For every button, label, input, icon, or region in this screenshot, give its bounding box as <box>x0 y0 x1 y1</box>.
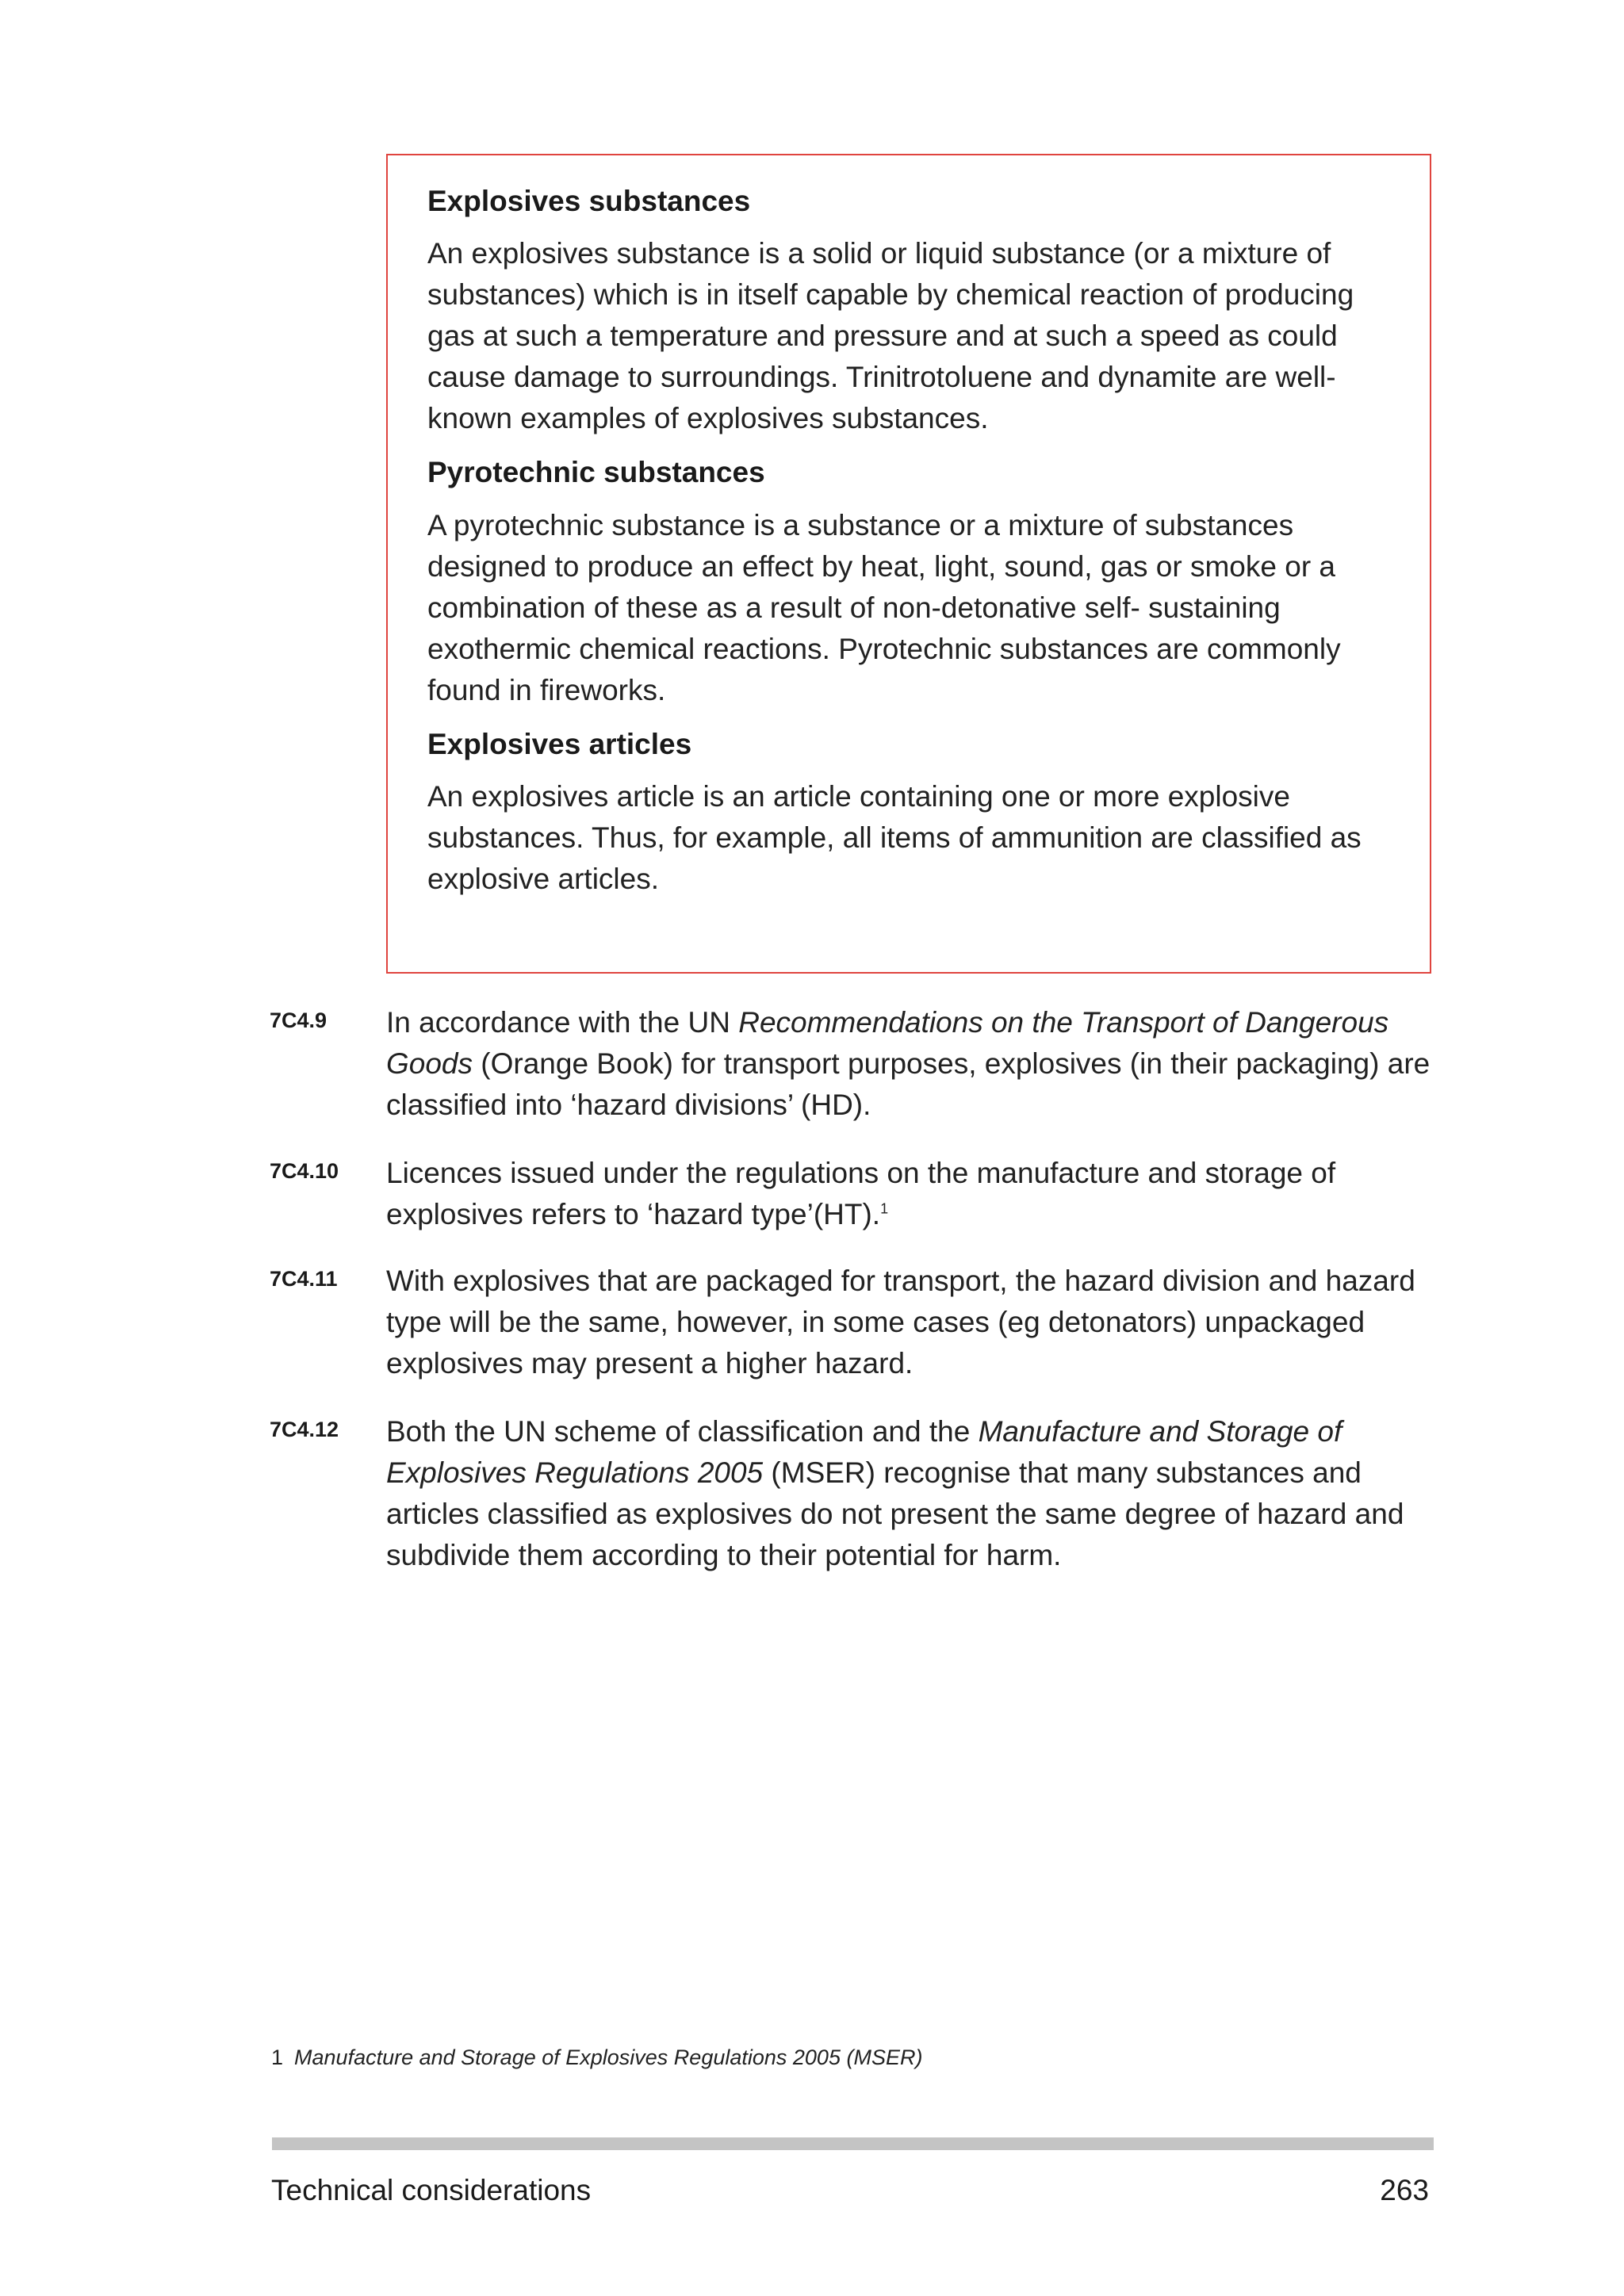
paragraph-number: 7C4.12 <box>270 1418 339 1441</box>
definitions-box <box>386 154 1431 974</box>
footnote-text: Manufacture and Storage of Explosives Regulations 2005 (MSER) <box>294 2045 923 2069</box>
footer-section-title: Technical considerations <box>271 2174 592 2206</box>
paragraph-number: 7C4.11 <box>270 1267 338 1291</box>
definition-pyrotechnic-substances <box>427 455 1392 710</box>
paragraph-text <box>386 1411 1441 1576</box>
definition-heading: Explosives substances <box>427 185 751 217</box>
paragraph-text-part: In accordance with the UN <box>386 1006 739 1039</box>
footnote-number: 1 <box>271 2045 284 2069</box>
paragraph-text-part: Both the UN scheme of classification and the <box>386 1415 979 1448</box>
paragraph-text <box>386 1153 1441 1235</box>
paragraph-text-part: (MSER) recognise that many substances and articles classified as explosives do not present the same degree of hazard and subdivide them according to their potential for harm. <box>386 1456 1404 1571</box>
paragraph-text-part: (Orange Book) for transport purposes, explosives (in their packaging) are classified into ‘hazard divisions’ (HD). <box>386 1047 1431 1121</box>
paragraph-text-part: Licences issued under the regulations on the manufacture and storage of explosives refers to ‘hazard type’(HT). <box>386 1157 1336 1230</box>
footnote-reference: 1 <box>880 1200 889 1217</box>
definition-explosives-substances <box>427 184 1392 439</box>
paragraph-italic-title: Manufacture and Storage of Explosives Regulations 2005 <box>386 1415 1342 1489</box>
page-number: 263 <box>1380 2174 1429 2206</box>
paragraph-text <box>386 1002 1441 1126</box>
definition-heading: Explosives articles <box>427 727 692 760</box>
definition-explosives-articles <box>427 727 1392 900</box>
footer-divider <box>272 2137 1434 2150</box>
definition-text: An explosives substance is a solid or liquid substance (or a mixture of substances) which is in itself capable by chemical reaction of producing gas at such a temperature and pressure and at such a speed as could cause damage to surroundings. Trinitrotoluene and dynamite are well-known examples of explosives substances. <box>427 237 1354 435</box>
footnote <box>271 2045 922 2070</box>
definition-text: A pyrotechnic substance is a substance or a mixture of substances designed to produce an effect by heat, light, sound, gas or smoke or a combination of these as a result of non-detonative self- sustaining exothermic chemical reactions. Pyrotechnic substances are commonly found in fireworks. <box>427 508 1341 706</box>
paragraph-italic-title: Recommendations on the Transport of Dangerous Goods <box>386 1006 1389 1080</box>
paragraph-number: 7C4.9 <box>270 1008 327 1032</box>
definition-heading: Pyrotechnic substances <box>427 456 765 489</box>
paragraph-number: 7C4.10 <box>270 1159 339 1183</box>
paragraph-text: With explosives that are packaged for transport, the hazard division and hazard type will be the same, however, in some cases (eg detonators) unpackaged explosives may present a higher hazard. <box>386 1265 1415 1380</box>
definition-text: An explosives article is an article containing one or more explosive substances. Thus, for example, all items of ammunition are classified as explosive articles. <box>427 780 1362 896</box>
